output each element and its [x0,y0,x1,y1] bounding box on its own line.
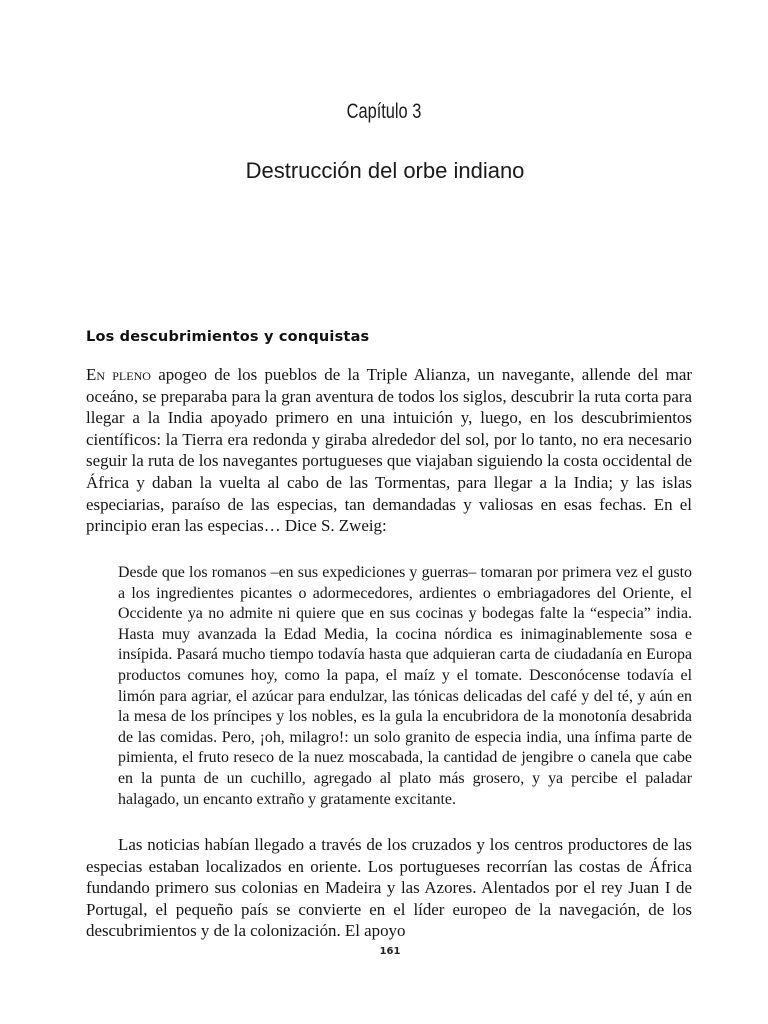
section-heading: Los descubrimientos y conquistas [86,329,370,345]
paragraph-lead-smallcaps: En pleno [86,365,151,384]
paragraph-intro-text: apogeo de los pueblos de la Triple Alianza, un navegante, allende del mar oceáno, se preparaba para la gran aventura de todos los siglos, descubrir la ruta corta para llegar a la India apoyado primero en una intuición y, luego, en los descubrimientos científicos: la Tierra era redonda y giraba alrededor del sol, por lo tanto, no era necesario seguir la ruta de los navegantes portugueses que viajaban siguiendo la costa occidental de África y daban la vuelta al cabo de las Tormentas, para llegar a la India; y las islas especiarias, paraíso de las especias, tan demandadas y valiosas en esas fechas. En el principio eran las especias… Dice S. Zweig: [86,365,693,536]
page-number: 161 [379,946,401,957]
chapter-label: Capítulo 3 [346,100,422,123]
chapter-title: Destrucción del orbe indiano [245,158,525,183]
paragraph-intro [86,364,692,537]
block-quote: Desde que los romanos –en sus expediciones y guerras– tomaran por primera vez el gusto a los ingredientes picantes o adormecedores, ardientes o embriagadores del Oriente, el Occidente ya no admite ni quiere que en sus cocinas y bodegas falte la “especia” india. Hasta muy avanzada la Edad Media, la cocina nórdica es inimaginablemente sosa e insípida. Pasará mucho tiempo todavía hasta que adquieran carta de ciudadanía en Europa productos comunes hoy, como la papa, el maíz y el tomate. Desconócense todavía el limón para agriar, el azúcar para endulzar, las tónicas delicadas del café y del té, y aún en la mesa de los príncipes y los nobles, es la gula la encubridora de la monotonía desabrida de las comidas. Pero, ¡oh, milagro!: un solo granito de especia india, una ínfima parte de pimienta, el fruto reseco de la nuez moscabada, la cantidad de jengibre o canela que cabe en la punta de un cuchillo, agregado al plato más grosero, y ya percibe el paladar halagado, un encanto extraño y gratamente excitante. [118,564,692,808]
paragraph-continuation: Las noticias habían llegado a través de los cruzados y los centros productores de las especias estaban localizados en oriente. Los portugueses recorrían las costas de África fundando primero sus colonias en Madeira y las Azores. Alentados por el rey Juan I de Portugal, el pequeño país se convierte en el líder europeo de la navegación, de los descubrimientos y de la colonización. El apoyo [86,835,692,941]
